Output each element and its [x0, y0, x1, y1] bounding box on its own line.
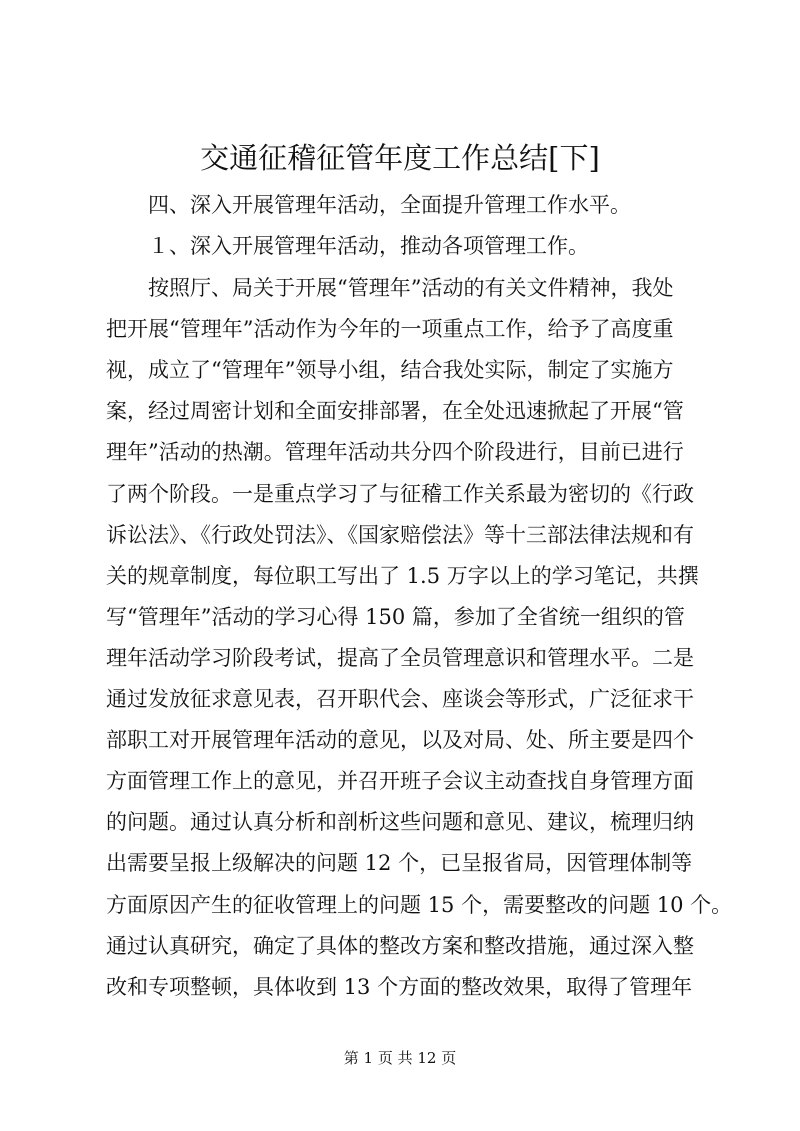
body-line: 的问题。通过认真分析和剖析这些问题和意见、建议，梳理归纳 [106, 810, 694, 834]
section-heading: 四、深入开展管理年活动，全面提升管理工作水平。 [148, 193, 631, 217]
body-line: 案，经过周密计划和全面安排部署，在全处迅速掀起了开展“管 [106, 399, 684, 423]
body-line: 部职工对开展管理年活动的意见，以及对局、处、所主要是四个 [106, 728, 694, 752]
body-line: 通过发放征求意见表，召开职代会、座谈会等形式，广泛征求干 [106, 687, 694, 711]
body-line: 写“管理年”活动的学习心得 150 篇，参加了全省统一组织的管 [106, 605, 685, 629]
body-line: 视，成立了“管理年”领导小组，结合我处实际，制定了实施方 [106, 358, 674, 382]
body-line: 理年”活动的热潮。管理年活动共分四个阶段进行，目前已进行 [106, 440, 684, 464]
body-line: 理年活动学习阶段考试，提高了全员管理意识和管理水平。二是 [106, 646, 694, 670]
body-line: 诉讼法》、《行政处罚法》、《国家赔偿法》等十三部法律法规和有 [106, 523, 694, 547]
body-line: 出需要呈报上级解决的问题 12 个，已呈报省局，因管理体制等 [106, 851, 693, 875]
body-line: 方面原因产生的征收管理上的问题 15 个，需要整改的问题 10 个。 [106, 893, 733, 917]
document-title: 交通征稽征管年度工作总结[下] [200, 141, 600, 175]
page-footer: 第 1 页 共 12 页 [343, 1049, 457, 1067]
body-line: 改和专项整顿，具体收到 13 个方面的整改效果，取得了管理年 [106, 975, 693, 999]
body-line: 了两个阶段。一是重点学习了与征稽工作关系最为密切的《行政 [106, 482, 694, 506]
subsection-heading: １、深入开展管理年活动，推动各项管理工作。 [148, 234, 589, 258]
body-line: 关的规章制度，每位职工写出了 1.5 万字以上的学习笔记，共撰 [106, 564, 699, 588]
body-line: 按照厅、局关于开展“管理年”活动的有关文件精神，我处 [148, 276, 674, 300]
body-line: 方面管理工作上的意见，并召开班子会议主动查找自身管理方面 [106, 769, 694, 793]
body-line: 通过认真研究，确定了具体的整改方案和整改措施，通过深入整 [106, 934, 694, 958]
body-line: 把开展“管理年”活动作为今年的一项重点工作，给予了高度重 [106, 317, 674, 341]
